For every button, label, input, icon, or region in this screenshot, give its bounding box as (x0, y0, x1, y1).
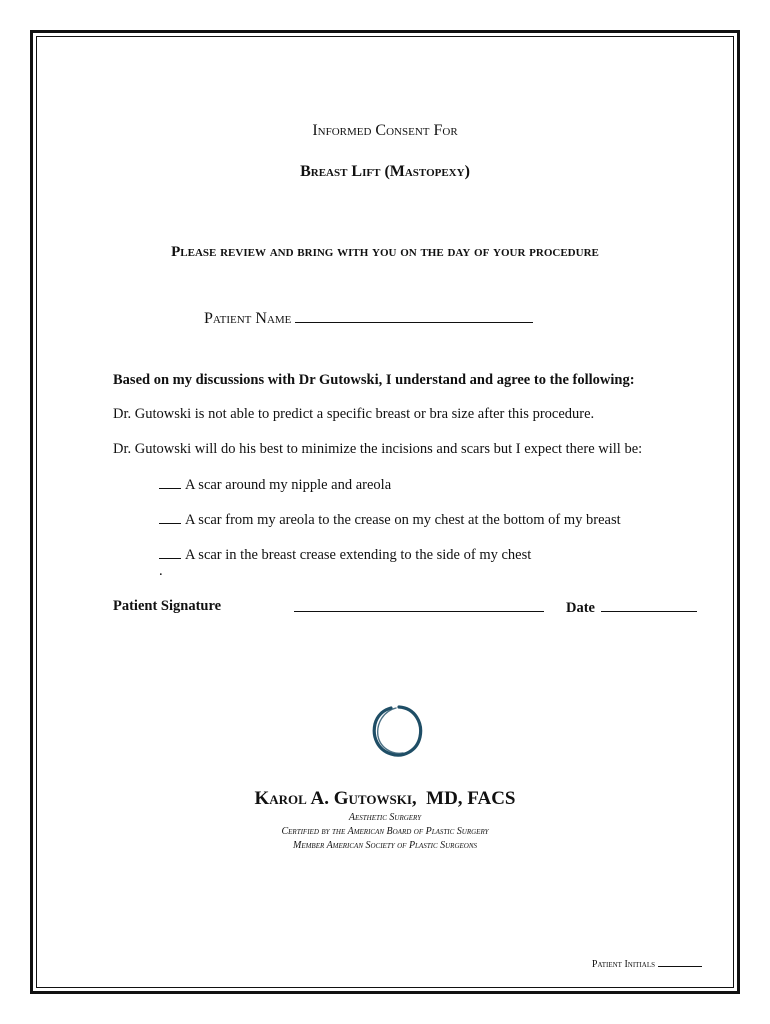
document-title-line1: Informed Consent For (312, 122, 458, 139)
stray-mark: . (159, 563, 163, 579)
doctor-name (0, 788, 770, 810)
date-label: Date (566, 600, 595, 616)
scar-option-blank[interactable] (159, 511, 181, 524)
intro-statement: Based on my discussions with Dr Gutowski, I understand and agree to the following: (113, 372, 635, 388)
scar-option-label: A scar from my areola to the crease on my chest at the bottom of my breast (185, 512, 621, 528)
doctor-degrees: MD, FACS (426, 788, 516, 809)
credential-membership: Member American Society of Plastic Surgeons (292, 840, 478, 851)
scar-option (159, 511, 621, 529)
patient-initials-line[interactable] (658, 957, 702, 967)
patient-name-blank[interactable] (295, 308, 533, 323)
doctor-name-text: Karol A. Gutowski, (254, 788, 417, 809)
credential-specialty: Aesthetic Surgery (348, 812, 422, 823)
patient-signature-line[interactable] (294, 598, 544, 612)
ring-logo-icon (369, 703, 425, 759)
scar-option-label: A scar in the breast crease extending to the side of my chest (185, 547, 532, 563)
statement-incisions: Dr. Gutowski will do his best to minimize the incisions and scars but I expect there will be: (113, 441, 643, 457)
credential-board: Certified by the American Board of Plastic Surgery (281, 826, 489, 837)
patient-name-label: Patient Name (204, 310, 292, 327)
statement-breast-size: Dr. Gutowski is not able to predict a specific breast or bra size after this procedure. (113, 406, 595, 422)
review-notice: Please review and bring with you on the day of your procedure (171, 244, 599, 260)
scar-option-blank[interactable] (159, 546, 181, 559)
scar-option-label: A scar around my nipple and areola (185, 477, 392, 493)
patient-initials-label: Patient Initials (591, 959, 655, 970)
scar-option-blank[interactable] (159, 476, 181, 489)
document-title-line2: Breast Lift (Mastopexy) (300, 163, 470, 180)
date-field (566, 598, 697, 617)
scar-option (159, 476, 391, 494)
patient-signature-label: Patient Signature (113, 598, 222, 614)
patient-name-field (204, 308, 533, 328)
patient-signature-field[interactable] (294, 598, 544, 617)
scar-option (159, 546, 531, 564)
patient-initials-field (592, 957, 702, 970)
date-line[interactable] (601, 598, 697, 612)
